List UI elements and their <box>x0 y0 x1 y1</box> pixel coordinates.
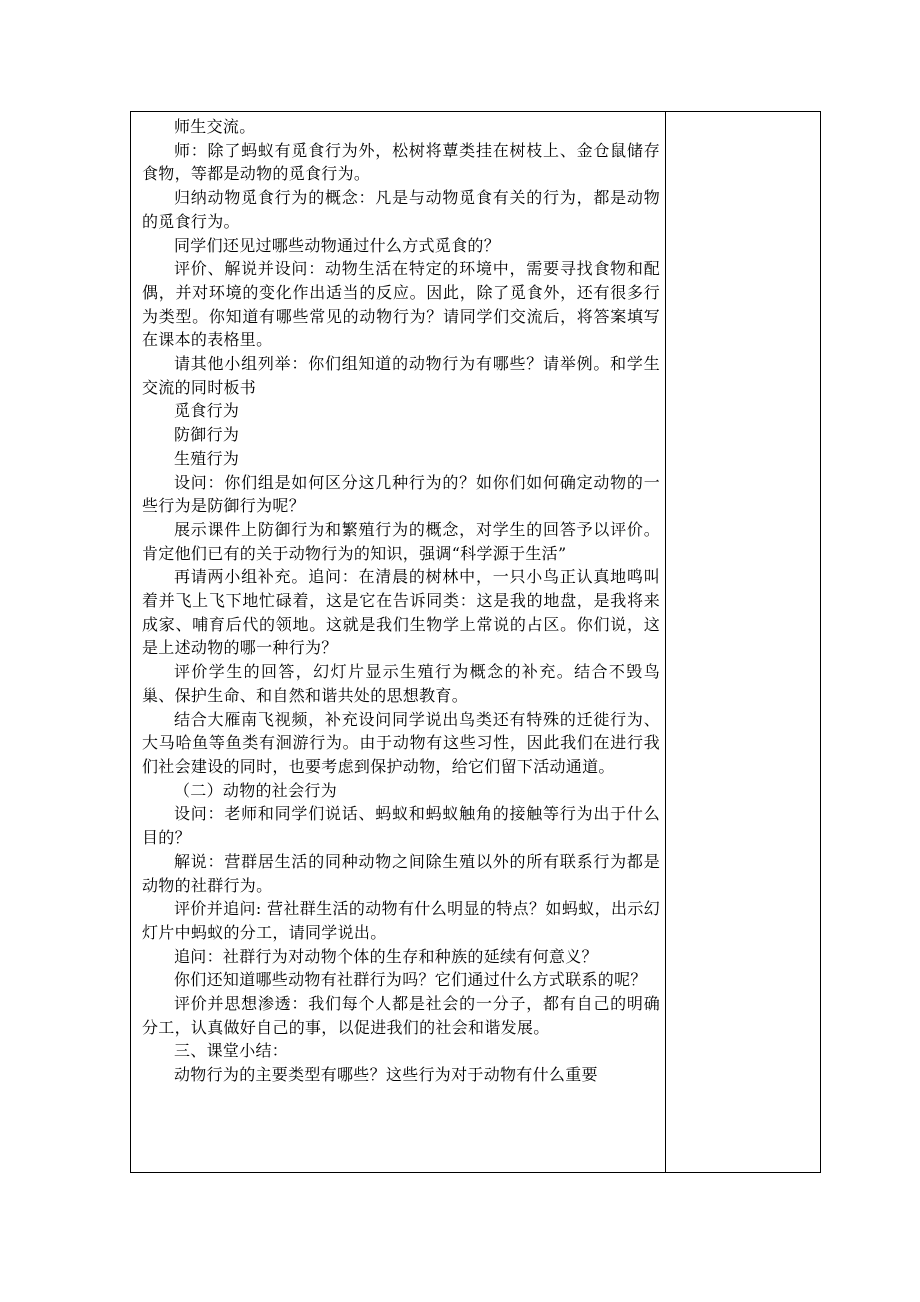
paragraph: 再请两小组补充。追问：在清晨的树林中，一只小鸟正认真地鸣叫着并飞上飞下地忙碌着，这是它在告诉同类：这是我的地盘，是我将来成家、哺育后代的领地。这就是我们生物学上常说的占区。你们说，这是上述动物的哪一种行为？ <box>142 567 660 658</box>
paragraph: 设问：你们组是如何区分这几种行为的？如你们如何确定动物的一些行为是防御行为呢？ <box>142 472 660 516</box>
lesson-plan-table <box>130 111 821 1173</box>
paragraph: 生殖行为 <box>174 448 240 468</box>
paragraph: （二）动物的社会行为 <box>174 780 338 800</box>
paragraph: 评价并思想渗透：我们每个人都是社会的一分子，都有自己的明确分工，认真做好自己的事，以促进我们的社会和谐发展。 <box>142 994 660 1037</box>
notes-cell <box>666 112 820 1172</box>
paragraph: 结合大雁南飞视频，补充设问同学说出鸟类还有特殊的迁徙行为、大马哈鱼等鱼类有洄游行为。由于动物有这些习性，因此我们在进行我们社会建设的同时，也要考虑到保护动物，给它们留下活动通道。 <box>142 709 660 776</box>
paragraph: 三、课堂小结： <box>174 1041 289 1061</box>
paragraph: 防御行为 <box>174 425 240 445</box>
paragraph: 请其他小组列举：你们组知道的动物行为有哪些？请举例。和学生交流的同时板书 <box>142 354 660 397</box>
paragraph: 评价、解说并设问：动物生活在特定的环境中，需要寻找食物和配偶，并对环境的变化作出适当的反应。因此，除了觅食外，还有很多行为类型。你知道有哪些常见的动物行为？请同学们交流后，将答案填写在课本的表格里。 <box>142 259 660 350</box>
paragraph: 师生交流。 <box>174 117 256 136</box>
paragraph: 追问：社群行为对动物个体的生存和种族的延续有何意义？ <box>174 946 598 966</box>
paragraph: 觅食行为 <box>174 401 240 421</box>
teaching-process-cell <box>131 112 666 1172</box>
paragraph: 动物行为的主要类型有哪些？这些行为对于动物有什么重要 <box>174 1065 598 1085</box>
paragraph: 归纳动物觅食行为的概念：凡是与动物觅食有关的行为，都是动物的觅食行为。 <box>142 188 660 231</box>
paragraph: 评价学生的回答，幻灯片显示生殖行为概念的补充。结合不毁鸟巢、保护生命、和自然和谐共处的思想教育。 <box>142 662 660 705</box>
paragraph: 展示课件上防御行为和繁殖行为的概念，对学生的回答予以评价。肯定他们已有的关于动物行为的知识，强调“科学源于生活” <box>142 519 660 563</box>
paragraph: 设问：老师和同学们说话、蚂蚁和蚂蚁触角的接触等行为出于什么目的？ <box>142 804 660 848</box>
paragraph: 解说：营群居生活的同种动物之间除生殖以外的所有联系行为都是动物的社群行为。 <box>142 851 660 895</box>
paragraph: 评价并追问: 营社群生活的动物有什么明显的特点？如蚂蚁，出示幻灯片中蚂蚁的分工，请同学说出。 <box>142 899 660 942</box>
paragraph: 师：除了蚂蚁有觅食行为外，松树将蕈类挂在树枝上、金仓鼠储存食物，等都是动物的觅食行为。 <box>142 140 660 184</box>
paragraph: 同学们还见过哪些动物通过什么方式觅食的？ <box>174 235 501 255</box>
lesson-text <box>142 115 660 1087</box>
paragraph: 你们还知道哪些动物有社群行为吗？它们通过什么方式联系的呢？ <box>174 970 647 990</box>
